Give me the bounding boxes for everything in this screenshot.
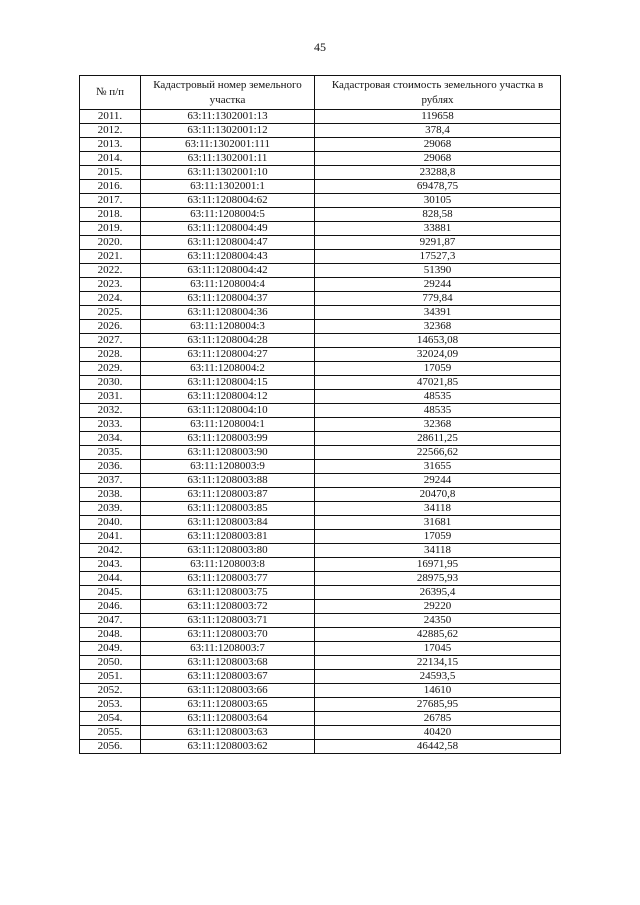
cell-cadastral-value: 29220 [315,600,561,614]
cell-cadastral-number: 63:11:1302001:11 [141,152,315,166]
cell-cadastral-value: 29244 [315,278,561,292]
cell-cadastral-number: 63:11:1208004:10 [141,404,315,418]
cell-cadastral-number: 63:11:1302001:13 [141,110,315,124]
cell-cadastral-number: 63:11:1208003:71 [141,614,315,628]
cell-cadastral-value: 17059 [315,362,561,376]
cell-cadastral-number: 63:11:1208004:2 [141,362,315,376]
cell-cadastral-value: 29068 [315,138,561,152]
cell-cadastral-value: 27685,95 [315,698,561,712]
table-row [80,670,561,684]
cell-row-number: 2016. [80,180,141,194]
cell-cadastral-value: 779,84 [315,292,561,306]
cell-row-number: 2048. [80,628,141,642]
table-row [80,614,561,628]
cell-row-number: 2015. [80,166,141,180]
table-row [80,572,561,586]
table-row [80,404,561,418]
cell-row-number: 2019. [80,222,141,236]
table-row [80,726,561,740]
cell-cadastral-number: 63:11:1302001:12 [141,124,315,138]
cell-cadastral-value: 29244 [315,474,561,488]
cell-cadastral-value: 32368 [315,320,561,334]
table-row [80,516,561,530]
cell-cadastral-value: 33881 [315,222,561,236]
cell-cadastral-number: 63:11:1208003:63 [141,726,315,740]
cell-cadastral-number: 63:11:1208004:37 [141,292,315,306]
cell-cadastral-number: 63:11:1208004:27 [141,348,315,362]
cell-cadastral-value: 34118 [315,502,561,516]
cell-cadastral-number: 63:11:1208004:43 [141,250,315,264]
cell-cadastral-value: 32368 [315,418,561,432]
table-header [80,76,561,110]
cell-cadastral-value: 32024,09 [315,348,561,362]
cell-cadastral-value: 31655 [315,460,561,474]
table-row [80,418,561,432]
cell-row-number: 2013. [80,138,141,152]
cell-row-number: 2037. [80,474,141,488]
table-row [80,432,561,446]
table-row [80,600,561,614]
cell-row-number: 2027. [80,334,141,348]
table-row [80,460,561,474]
cell-cadastral-value: 42885,62 [315,628,561,642]
cell-cadastral-value: 26785 [315,712,561,726]
table-row [80,124,561,138]
cell-row-number: 2041. [80,530,141,544]
cell-cadastral-value: 23288,8 [315,166,561,180]
table-row [80,264,561,278]
cell-cadastral-number: 63:11:1302001:111 [141,138,315,152]
cell-row-number: 2011. [80,110,141,124]
cell-cadastral-number: 63:11:1208004:62 [141,194,315,208]
cell-row-number: 2024. [80,292,141,306]
cell-cadastral-value: 28975,93 [315,572,561,586]
cell-cadastral-value: 20470,8 [315,488,561,502]
cell-row-number: 2018. [80,208,141,222]
table-row [80,446,561,460]
cell-row-number: 2026. [80,320,141,334]
table-row [80,698,561,712]
cell-cadastral-value: 29068 [315,152,561,166]
table-row [80,138,561,152]
cell-cadastral-value: 34118 [315,544,561,558]
cell-row-number: 2055. [80,726,141,740]
table-body [80,110,561,754]
table-row [80,502,561,516]
cell-cadastral-number: 63:11:1208003:75 [141,586,315,600]
cell-cadastral-number: 63:11:1208003:87 [141,488,315,502]
cell-row-number: 2031. [80,390,141,404]
cell-row-number: 2014. [80,152,141,166]
cell-cadastral-number: 63:11:1208004:36 [141,306,315,320]
cell-row-number: 2021. [80,250,141,264]
cell-row-number: 2045. [80,586,141,600]
cell-cadastral-number: 63:11:1208003:81 [141,530,315,544]
cell-cadastral-number: 63:11:1208004:4 [141,278,315,292]
table-row [80,348,561,362]
table-row [80,474,561,488]
table-row [80,110,561,124]
table-row [80,544,561,558]
cadastral-value-table [79,75,561,754]
cell-row-number: 2046. [80,600,141,614]
cell-cadastral-number: 63:11:1302001:10 [141,166,315,180]
header-cadastral-value: Кадастровая стоимость земельного участка в рублях [315,76,561,110]
cell-row-number: 2029. [80,362,141,376]
table-row [80,390,561,404]
cell-cadastral-number: 63:11:1208003:9 [141,460,315,474]
cell-cadastral-number: 63:11:1208003:67 [141,670,315,684]
cell-cadastral-value: 9291,87 [315,236,561,250]
cell-row-number: 2032. [80,404,141,418]
cell-row-number: 2047. [80,614,141,628]
cell-cadastral-value: 46442,58 [315,740,561,754]
table-row [80,250,561,264]
cell-row-number: 2030. [80,376,141,390]
cell-cadastral-number: 63:11:1208004:15 [141,376,315,390]
cell-row-number: 2044. [80,572,141,586]
cell-cadastral-number: 63:11:1208004:42 [141,264,315,278]
table-row [80,334,561,348]
cell-cadastral-value: 30105 [315,194,561,208]
cell-row-number: 2023. [80,278,141,292]
cell-cadastral-value: 828,58 [315,208,561,222]
cell-cadastral-value: 48535 [315,404,561,418]
cell-row-number: 2036. [80,460,141,474]
cell-cadastral-number: 63:11:1208003:85 [141,502,315,516]
cell-row-number: 2017. [80,194,141,208]
cell-cadastral-value: 14653,08 [315,334,561,348]
cell-row-number: 2038. [80,488,141,502]
cell-row-number: 2052. [80,684,141,698]
table-row [80,166,561,180]
cell-cadastral-value: 119658 [315,110,561,124]
table-row [80,530,561,544]
cell-row-number: 2050. [80,656,141,670]
cell-cadastral-number: 63:11:1208003:68 [141,656,315,670]
cell-cadastral-value: 17059 [315,530,561,544]
table-row [80,656,561,670]
cell-row-number: 2012. [80,124,141,138]
cell-cadastral-value: 24350 [315,614,561,628]
header-row-number: № п/п [80,76,141,110]
cell-cadastral-value: 16971,95 [315,558,561,572]
table-row [80,292,561,306]
table-row [80,740,561,754]
cell-row-number: 2033. [80,418,141,432]
table-row [80,208,561,222]
cell-cadastral-value: 17527,3 [315,250,561,264]
cell-row-number: 2039. [80,502,141,516]
cell-cadastral-value: 47021,85 [315,376,561,390]
table-row [80,236,561,250]
cell-cadastral-number: 63:11:1208003:65 [141,698,315,712]
cell-cadastral-number: 63:11:1208003:99 [141,432,315,446]
cell-cadastral-number: 63:11:1208004:49 [141,222,315,236]
cell-row-number: 2054. [80,712,141,726]
cell-cadastral-value: 378,4 [315,124,561,138]
cell-cadastral-value: 48535 [315,390,561,404]
cell-cadastral-number: 63:11:1208003:77 [141,572,315,586]
cell-cadastral-number: 63:11:1208004:5 [141,208,315,222]
cell-cadastral-number: 63:11:1208003:70 [141,628,315,642]
table-row [80,194,561,208]
cell-row-number: 2040. [80,516,141,530]
cell-cadastral-value: 34391 [315,306,561,320]
cell-cadastral-value: 22134,15 [315,656,561,670]
table-row [80,558,561,572]
cell-row-number: 2035. [80,446,141,460]
cell-cadastral-value: 31681 [315,516,561,530]
cell-cadastral-number: 63:11:1208004:28 [141,334,315,348]
cell-cadastral-number: 63:11:1208003:7 [141,642,315,656]
cell-cadastral-number: 63:11:1302001:1 [141,180,315,194]
table-row [80,488,561,502]
cell-row-number: 2020. [80,236,141,250]
cell-row-number: 2053. [80,698,141,712]
table-row [80,586,561,600]
table-row [80,712,561,726]
cell-cadastral-value: 22566,62 [315,446,561,460]
table-row [80,152,561,166]
cell-cadastral-number: 63:11:1208004:3 [141,320,315,334]
cell-row-number: 2028. [80,348,141,362]
table-row [80,376,561,390]
cell-row-number: 2049. [80,642,141,656]
table-row [80,222,561,236]
cell-cadastral-number: 63:11:1208004:1 [141,418,315,432]
cell-row-number: 2022. [80,264,141,278]
cell-cadastral-number: 63:11:1208004:12 [141,390,315,404]
cell-cadastral-value: 14610 [315,684,561,698]
cell-cadastral-value: 51390 [315,264,561,278]
header-cadastral-number: Кадастровый номер земельного участка [141,76,315,110]
table-row [80,684,561,698]
table-row [80,320,561,334]
header-row [80,76,561,110]
table-row [80,278,561,292]
cell-row-number: 2043. [80,558,141,572]
cell-cadastral-number: 63:11:1208003:8 [141,558,315,572]
cell-cadastral-number: 63:11:1208003:62 [141,740,315,754]
cell-cadastral-number: 63:11:1208003:88 [141,474,315,488]
cell-cadastral-value: 69478,75 [315,180,561,194]
cell-row-number: 2051. [80,670,141,684]
cell-cadastral-value: 26395,4 [315,586,561,600]
cell-cadastral-number: 63:11:1208003:72 [141,600,315,614]
cell-cadastral-number: 63:11:1208004:47 [141,236,315,250]
cell-cadastral-number: 63:11:1208003:90 [141,446,315,460]
cell-cadastral-value: 17045 [315,642,561,656]
cell-row-number: 2034. [80,432,141,446]
cell-row-number: 2056. [80,740,141,754]
cell-cadastral-value: 40420 [315,726,561,740]
table-row [80,628,561,642]
cell-cadastral-number: 63:11:1208003:64 [141,712,315,726]
cell-row-number: 2042. [80,544,141,558]
table-row [80,306,561,320]
cell-cadastral-number: 63:11:1208003:84 [141,516,315,530]
table-row [80,362,561,376]
table-row [80,180,561,194]
cell-row-number: 2025. [80,306,141,320]
cell-cadastral-number: 63:11:1208003:80 [141,544,315,558]
cell-cadastral-number: 63:11:1208003:66 [141,684,315,698]
table-row [80,642,561,656]
cell-cadastral-value: 24593,5 [315,670,561,684]
cell-cadastral-value: 28611,25 [315,432,561,446]
page-number: 45 [314,40,326,54]
